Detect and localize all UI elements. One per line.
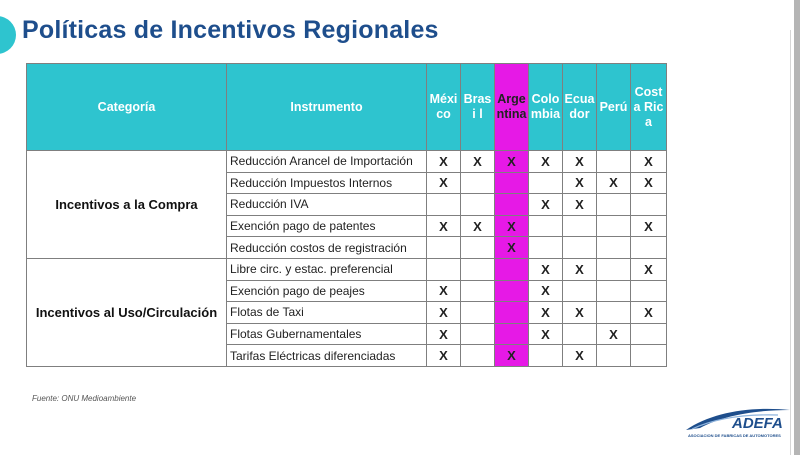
instrument-cell: Exención pago de peajes bbox=[227, 280, 427, 302]
header-country-brasil: Brasi l bbox=[461, 64, 495, 151]
header-categoria: Categoría bbox=[27, 64, 227, 151]
mark-cell-brasil: X bbox=[461, 151, 495, 173]
mark-cell-brasil bbox=[461, 172, 495, 194]
table-row bbox=[27, 258, 667, 280]
mark-cell-colombia: X bbox=[529, 194, 563, 216]
logo-subtitle: ASOCIACION DE FABRICAS DE AUTOMOTORES bbox=[688, 433, 781, 438]
mark-cell-argentina bbox=[495, 323, 529, 345]
mark-cell-brasil bbox=[461, 280, 495, 302]
mark-cell-ecuador bbox=[563, 237, 597, 259]
mark-cell-mexico: X bbox=[427, 215, 461, 237]
mark-cell-colombia bbox=[529, 345, 563, 367]
mark-cell-argentina: X bbox=[495, 151, 529, 173]
mark-cell-mexico bbox=[427, 237, 461, 259]
mark-cell-costa-rica bbox=[631, 280, 667, 302]
mark-cell-mexico: X bbox=[427, 172, 461, 194]
mark-cell-ecuador: X bbox=[563, 302, 597, 324]
mark-cell-argentina bbox=[495, 280, 529, 302]
mark-cell-peru bbox=[597, 237, 631, 259]
mark-cell-costa-rica bbox=[631, 237, 667, 259]
table-row bbox=[27, 151, 667, 173]
accent-circle bbox=[0, 16, 16, 54]
mark-cell-argentina: X bbox=[495, 345, 529, 367]
mark-cell-peru: X bbox=[597, 323, 631, 345]
header-row bbox=[27, 64, 667, 151]
mark-cell-brasil bbox=[461, 302, 495, 324]
mark-cell-mexico: X bbox=[427, 302, 461, 324]
adefa-logo bbox=[682, 404, 794, 442]
table-body bbox=[27, 151, 667, 367]
mark-cell-ecuador: X bbox=[563, 172, 597, 194]
mark-cell-ecuador bbox=[563, 323, 597, 345]
mark-cell-ecuador bbox=[563, 215, 597, 237]
header-country-colombia: Colo mbia bbox=[529, 64, 563, 151]
mark-cell-colombia: X bbox=[529, 302, 563, 324]
instrument-cell: Reducción costos de registración bbox=[227, 237, 427, 259]
mark-cell-costa-rica bbox=[631, 323, 667, 345]
instrument-cell: Tarifas Eléctricas diferenciadas bbox=[227, 345, 427, 367]
category-cell: Incentivos a la Compra bbox=[27, 151, 227, 259]
mark-cell-argentina: X bbox=[495, 215, 529, 237]
mark-cell-argentina: X bbox=[495, 237, 529, 259]
page-title: Políticas de Incentivos Regionales bbox=[22, 16, 439, 44]
instrument-cell: Reducción Impuestos Internos bbox=[227, 172, 427, 194]
mark-cell-mexico: X bbox=[427, 323, 461, 345]
mark-cell-peru bbox=[597, 215, 631, 237]
mark-cell-ecuador: X bbox=[563, 345, 597, 367]
instrument-cell: Flotas Gubernamentales bbox=[227, 323, 427, 345]
mark-cell-peru: X bbox=[597, 172, 631, 194]
mark-cell-colombia: X bbox=[529, 280, 563, 302]
mark-cell-costa-rica: X bbox=[631, 258, 667, 280]
header-country-peru: Perú bbox=[597, 64, 631, 151]
incentives-table bbox=[26, 63, 667, 367]
instrument-cell: Libre circ. y estac. preferencial bbox=[227, 258, 427, 280]
instrument-cell: Reducción Arancel de Importación bbox=[227, 151, 427, 173]
mark-cell-mexico: X bbox=[427, 345, 461, 367]
scrollbar-edge[interactable] bbox=[794, 0, 800, 455]
mark-cell-ecuador: X bbox=[563, 258, 597, 280]
header-country-argentina: Arge ntina bbox=[495, 64, 529, 151]
mark-cell-costa-rica: X bbox=[631, 151, 667, 173]
instrument-cell: Exención pago de patentes bbox=[227, 215, 427, 237]
mark-cell-colombia bbox=[529, 237, 563, 259]
mark-cell-colombia bbox=[529, 215, 563, 237]
mark-cell-mexico bbox=[427, 258, 461, 280]
mark-cell-costa-rica: X bbox=[631, 215, 667, 237]
mark-cell-peru bbox=[597, 258, 631, 280]
header-country-costa-rica: Cost a Rica bbox=[631, 64, 667, 151]
instrument-cell: Flotas de Taxi bbox=[227, 302, 427, 324]
mark-cell-peru bbox=[597, 302, 631, 324]
mark-cell-ecuador: X bbox=[563, 194, 597, 216]
mark-cell-colombia bbox=[529, 172, 563, 194]
mark-cell-brasil: X bbox=[461, 215, 495, 237]
header-country-ecuador: Ecua dor bbox=[563, 64, 597, 151]
mark-cell-brasil bbox=[461, 323, 495, 345]
scroll-edge-line bbox=[790, 30, 791, 455]
mark-cell-costa-rica bbox=[631, 345, 667, 367]
mark-cell-brasil bbox=[461, 237, 495, 259]
mark-cell-ecuador: X bbox=[563, 151, 597, 173]
mark-cell-colombia: X bbox=[529, 151, 563, 173]
header-instrumento: Instrumento bbox=[227, 64, 427, 151]
mark-cell-argentina bbox=[495, 258, 529, 280]
mark-cell-peru bbox=[597, 280, 631, 302]
mark-cell-mexico bbox=[427, 194, 461, 216]
mark-cell-colombia: X bbox=[529, 323, 563, 345]
mark-cell-argentina bbox=[495, 302, 529, 324]
mark-cell-peru bbox=[597, 151, 631, 173]
category-cell: Incentivos al Uso/Circulación bbox=[27, 258, 227, 366]
logo-wordmark: ADEFA bbox=[732, 415, 783, 432]
instrument-cell: Reducción IVA bbox=[227, 194, 427, 216]
mark-cell-mexico: X bbox=[427, 151, 461, 173]
mark-cell-argentina bbox=[495, 172, 529, 194]
mark-cell-costa-rica: X bbox=[631, 172, 667, 194]
mark-cell-brasil bbox=[461, 345, 495, 367]
mark-cell-peru bbox=[597, 194, 631, 216]
mark-cell-costa-rica: X bbox=[631, 302, 667, 324]
mark-cell-brasil bbox=[461, 258, 495, 280]
mark-cell-costa-rica bbox=[631, 194, 667, 216]
header-country-mexico: Méxi co bbox=[427, 64, 461, 151]
source-note: Fuente: ONU Medioambiente bbox=[32, 394, 137, 403]
mark-cell-mexico: X bbox=[427, 280, 461, 302]
mark-cell-ecuador bbox=[563, 280, 597, 302]
mark-cell-argentina bbox=[495, 194, 529, 216]
mark-cell-brasil bbox=[461, 194, 495, 216]
mark-cell-peru bbox=[597, 345, 631, 367]
mark-cell-colombia: X bbox=[529, 258, 563, 280]
